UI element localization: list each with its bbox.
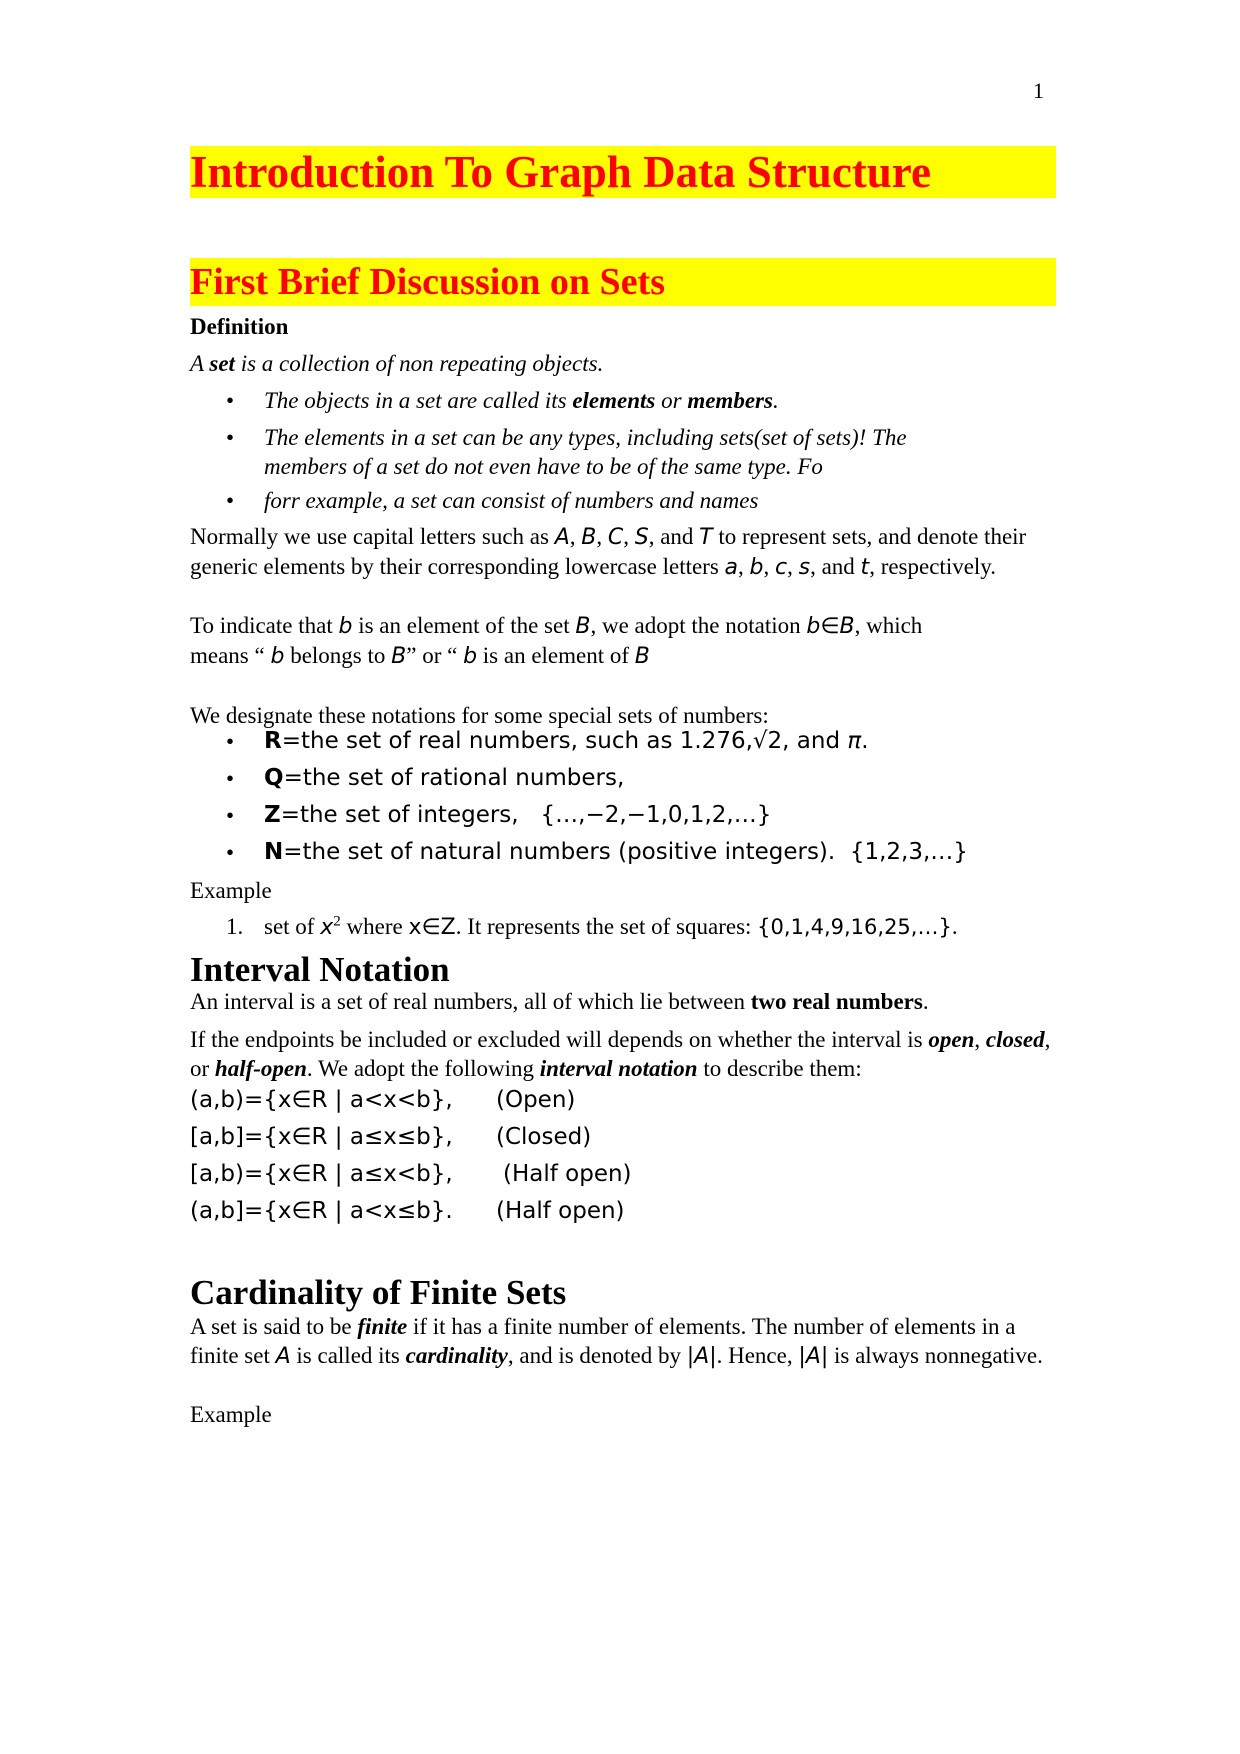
document-title: Introduction To Graph Data Structure (190, 146, 1056, 198)
interval-row-closed: [a,b]={x∈R | a≤x≤b}, (Closed) (190, 1124, 592, 1150)
example-label: Example (190, 878, 272, 903)
bullet-icon: • (226, 766, 235, 791)
page-number: 1 (1033, 78, 1044, 103)
list-item: Q=the set of rational numbers, (264, 765, 625, 791)
definition-text: A set is a collection of non repeating objects. (190, 351, 604, 376)
list-item: forr example, a set can consist of numbers and names (264, 488, 759, 513)
bullet-icon: • (226, 488, 235, 513)
example-label: Example (190, 1402, 272, 1427)
interval-row-half-open: [a,b)={x∈R | a≤x<b}, (Half open) (190, 1161, 632, 1187)
interval-paragraph: If the endpoints be included or excluded will depends on whether the interval is open, closed, or half-open. We adopt the following interval notation to describe them: (190, 1027, 1051, 1081)
cardinality-paragraph: A set is said to be finite if it has a finite number of elements. The number of elements in a finite set A is called its cardinality, and is denoted by |A|. Hence, |A| is always nonnegative. (190, 1314, 1043, 1369)
list-item: set of $x^2$ where x∈Z. It represents the set of squares: {0,1,4,9,16,25,…}. (264, 913, 958, 940)
section-heading-cardinality: Cardinality of Finite Sets (190, 1273, 567, 1312)
bullet-icon: • (226, 425, 235, 450)
bullet-icon: • (226, 729, 235, 754)
list-item: The objects in a set are called its elements or members. (264, 388, 779, 413)
section-heading-interval: Interval Notation (190, 950, 450, 989)
section-heading-sets: First Brief Discussion on Sets (190, 258, 1056, 306)
special-sets-intro: We designate these notations for some special sets of numbers: (190, 703, 769, 728)
definition-label: Definition (190, 314, 289, 339)
bullet-icon: • (226, 840, 235, 865)
interval-row-half-open: (a,b]={x∈R | a<x≤b}. (Half open) (190, 1198, 625, 1224)
bullet-icon: • (226, 388, 235, 413)
list-number: 1. (226, 914, 244, 939)
list-item: Z=the set of integers, {…,−2,−1,0,1,2,…} (264, 802, 772, 828)
list-item: The elements in a set can be any types, including sets(set of sets)! The members of a set do not even have to be of the same type. Fo (264, 425, 907, 479)
list-item: N=the set of natural numbers (positive integers). {1,2,3,…} (264, 839, 968, 865)
paragraph-notation: Normally we use capital letters such as A, B, C, S, and T to represent sets, and denote their generic elements by their corresponding lowercase letters a, b, c, s, and t, respectively. (190, 524, 1027, 580)
interval-row-open: (a,b)={x∈R | a<x<b}, (Open) (190, 1087, 576, 1113)
interval-definition: An interval is a set of real numbers, all of which lie between two real numbers. (190, 989, 929, 1014)
list-item: R=the set of real numbers, such as 1.276,√2, and π. (264, 728, 869, 754)
bullet-icon: • (226, 803, 235, 828)
paragraph-membership: To indicate that b is an element of the set B, we adopt the notation b∈B, which means “ b belongs to B” or “ b is an element of B (190, 613, 923, 669)
